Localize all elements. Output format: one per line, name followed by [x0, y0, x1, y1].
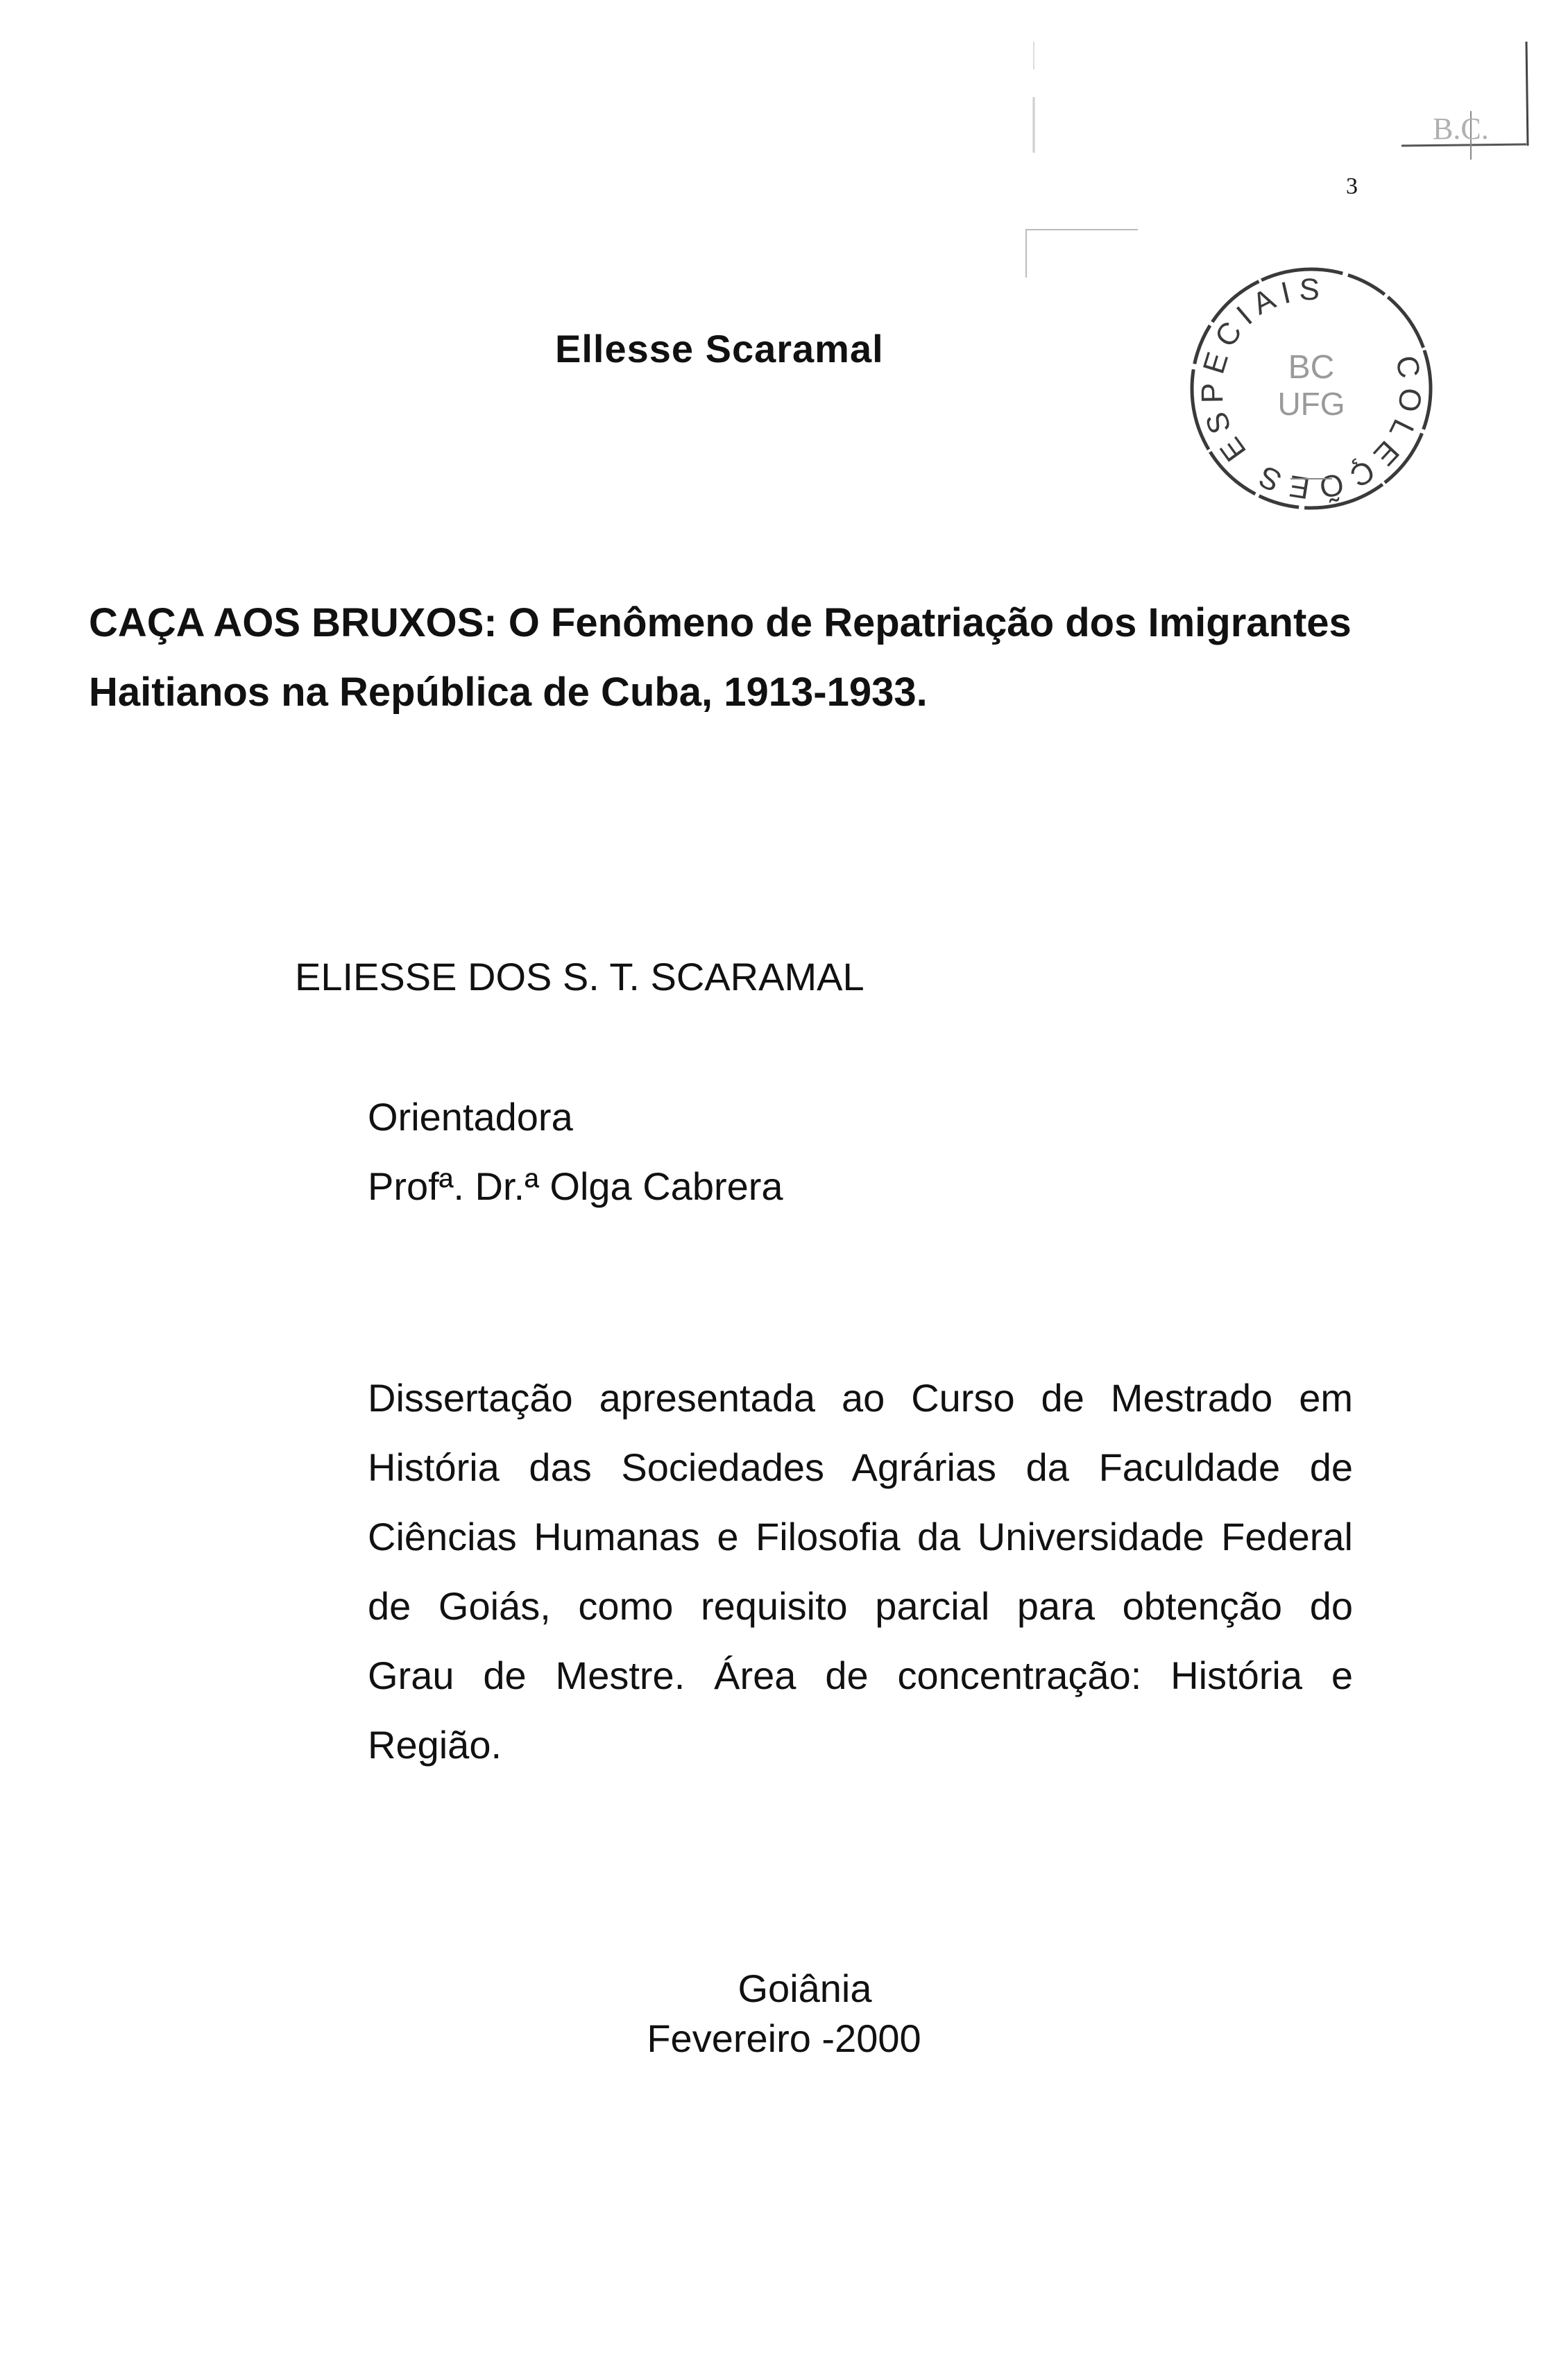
scan-artifact-line [1025, 229, 1027, 278]
dissertation-note-line: Região. [368, 1723, 502, 1767]
author-full-name: ELIESSE DOS S. T. SCARAMAL [295, 955, 864, 999]
title-line-2: Haitianos na República de Cuba, 1913-1933. [89, 670, 928, 715]
library-stamp [1179, 257, 1443, 520]
footer-date: Fevereiro -2000 [647, 2016, 921, 2060]
advisor-block [368, 1082, 783, 1221]
dissertation-note-line: História das Sociedades Agrárias da Faculdade de [368, 1445, 1353, 1489]
dissertation-title [89, 588, 1372, 727]
author-header: Ellesse Scaramal [555, 327, 884, 371]
stamp-center-text-bottom: UFG [1277, 386, 1345, 422]
corner-mark-graphic [1027, 28, 1540, 160]
library-corner-mark [1027, 28, 1540, 160]
footer-city: Goiânia [738, 1966, 872, 2010]
stamp-graphic [1179, 257, 1443, 520]
dissertation-note [368, 1363, 1353, 1780]
scan-artifact-line [1027, 229, 1138, 230]
footer-place-date [0, 1964, 1568, 2064]
title-line-1: CAÇA AOS BRUXOS: O Fenômeno de Repatriação dos Imigrantes [89, 600, 1352, 645]
dissertation-note-line: Dissertação apresentada ao Curso de Mestrado em [368, 1376, 1353, 1420]
stamp-ring-text: COLEÇÕES ESPECIAIS [1195, 272, 1429, 506]
dissertation-note-line: Grau de Mestre. Área de concentração: História e [368, 1654, 1353, 1697]
advisor-name: Profª. Dr.ª Olga Cabrera [368, 1164, 783, 1208]
page-number: 3 [1346, 173, 1358, 199]
stamp-center-text-top: BC [1288, 349, 1335, 386]
advisor-role: Orientadora [368, 1095, 573, 1139]
corner-mark-text: B.C. [1433, 112, 1489, 146]
dissertation-note-line: Ciências Humanas e Filosofia da Universidade Federal [368, 1515, 1353, 1558]
dissertation-note-line: de Goiás, como requisito parcial para obtenção do [368, 1584, 1353, 1628]
